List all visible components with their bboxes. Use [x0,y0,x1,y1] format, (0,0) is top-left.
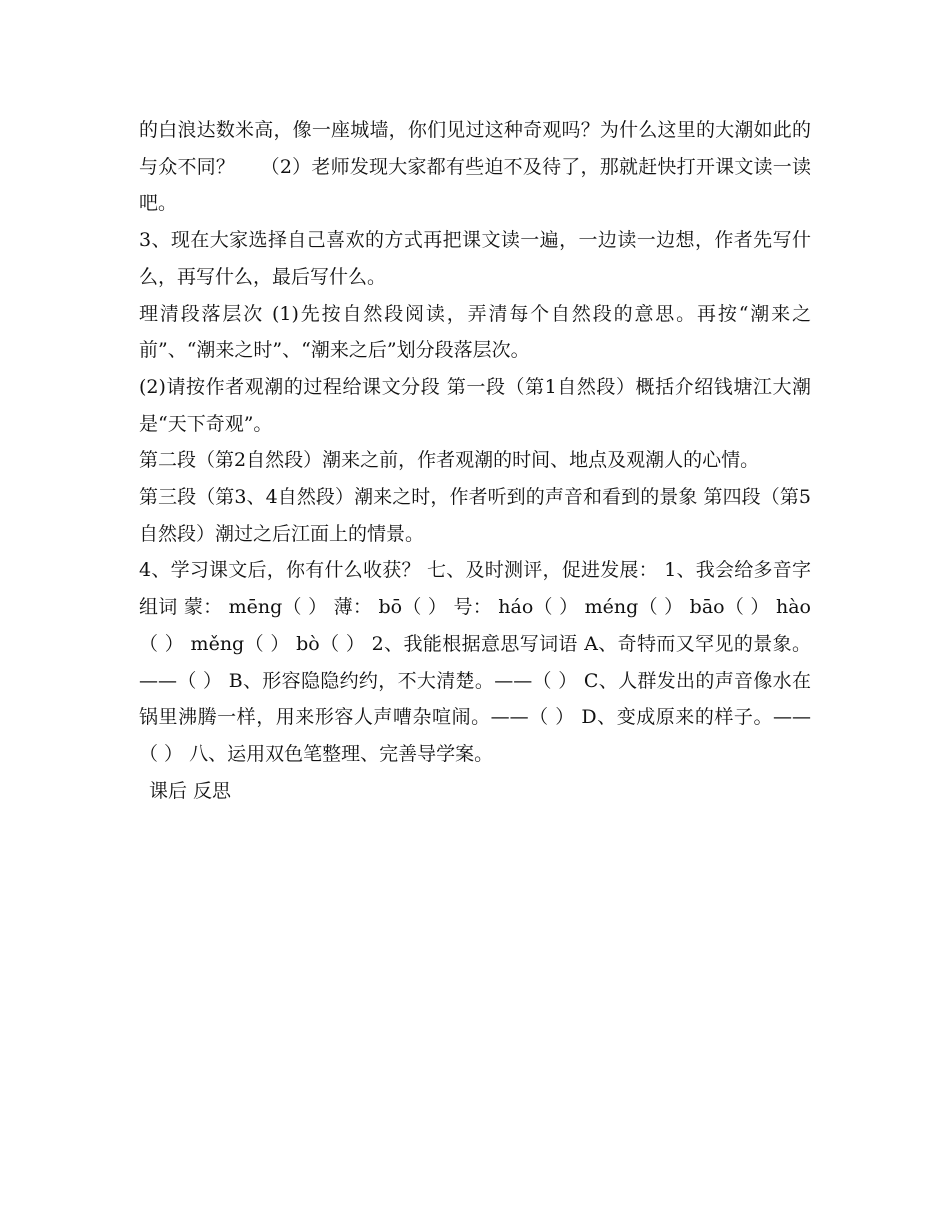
reflection-label: 课后 反思 [149,779,232,802]
paragraph-section-1: (2)请按作者观潮的过程给课文分段 第一段（第1自然段）概括介绍钱塘江大潮是“天下奇观”。 [139,375,811,435]
paragraph-section-3-4: 第三段（第3、4自然段）潮来之时，作者听到的声音和看到的景象 第四段（第5自然段）潮过之后江面上的情景。 [139,486,811,545]
paragraph-structure: 理清段落层次 (1)先按自然段阅读，弄清每个自然段的意思。再按“潮来之前”、“潮来之时”、“潮来之后”划分段落层次。 [139,302,811,362]
document-body [139,112,811,809]
paragraph-step-3: 3、现在大家选择自己喜欢的方式再把课文读一遍，一边读一边想，作者先写什么，再写什么，最后写什么。 [139,229,811,288]
paragraph-section-2: 第二段（第2自然段）潮来之前，作者观潮的时间、地点及观潮人的心情。 [139,449,760,472]
paragraph-intro: 的白浪达数米高，像一座城墙，你们见过这种奇观吗？为什么这里的大潮如此的与众不同？ （2）老师发现大家都有些迫不及待了，那就赶快打开课文读一读吧。 [139,119,811,215]
paragraph-exercises: 4、学习课文后，你有什么收获？ 七、及时测评，促进发展： 1、我会给多音字组词 蒙： mēng（ ） 薄： bō（ ） 号： háo（ ） méng（ ） bāo（ ） hào（ ） měng（ ） bò（ ） 2、我能根据意思写词语 A、奇特而又罕见的景象。——（ ） B、形容隐隐约约，不大清楚。——（ ） C、人群发出的声音像水在锅里沸腾一样，用来形容人声嘈杂喧闹。——（ ） D、变成原来的样子。——（ ） 八、运用双色笔整理、完善导学案。 [139,559,811,765]
